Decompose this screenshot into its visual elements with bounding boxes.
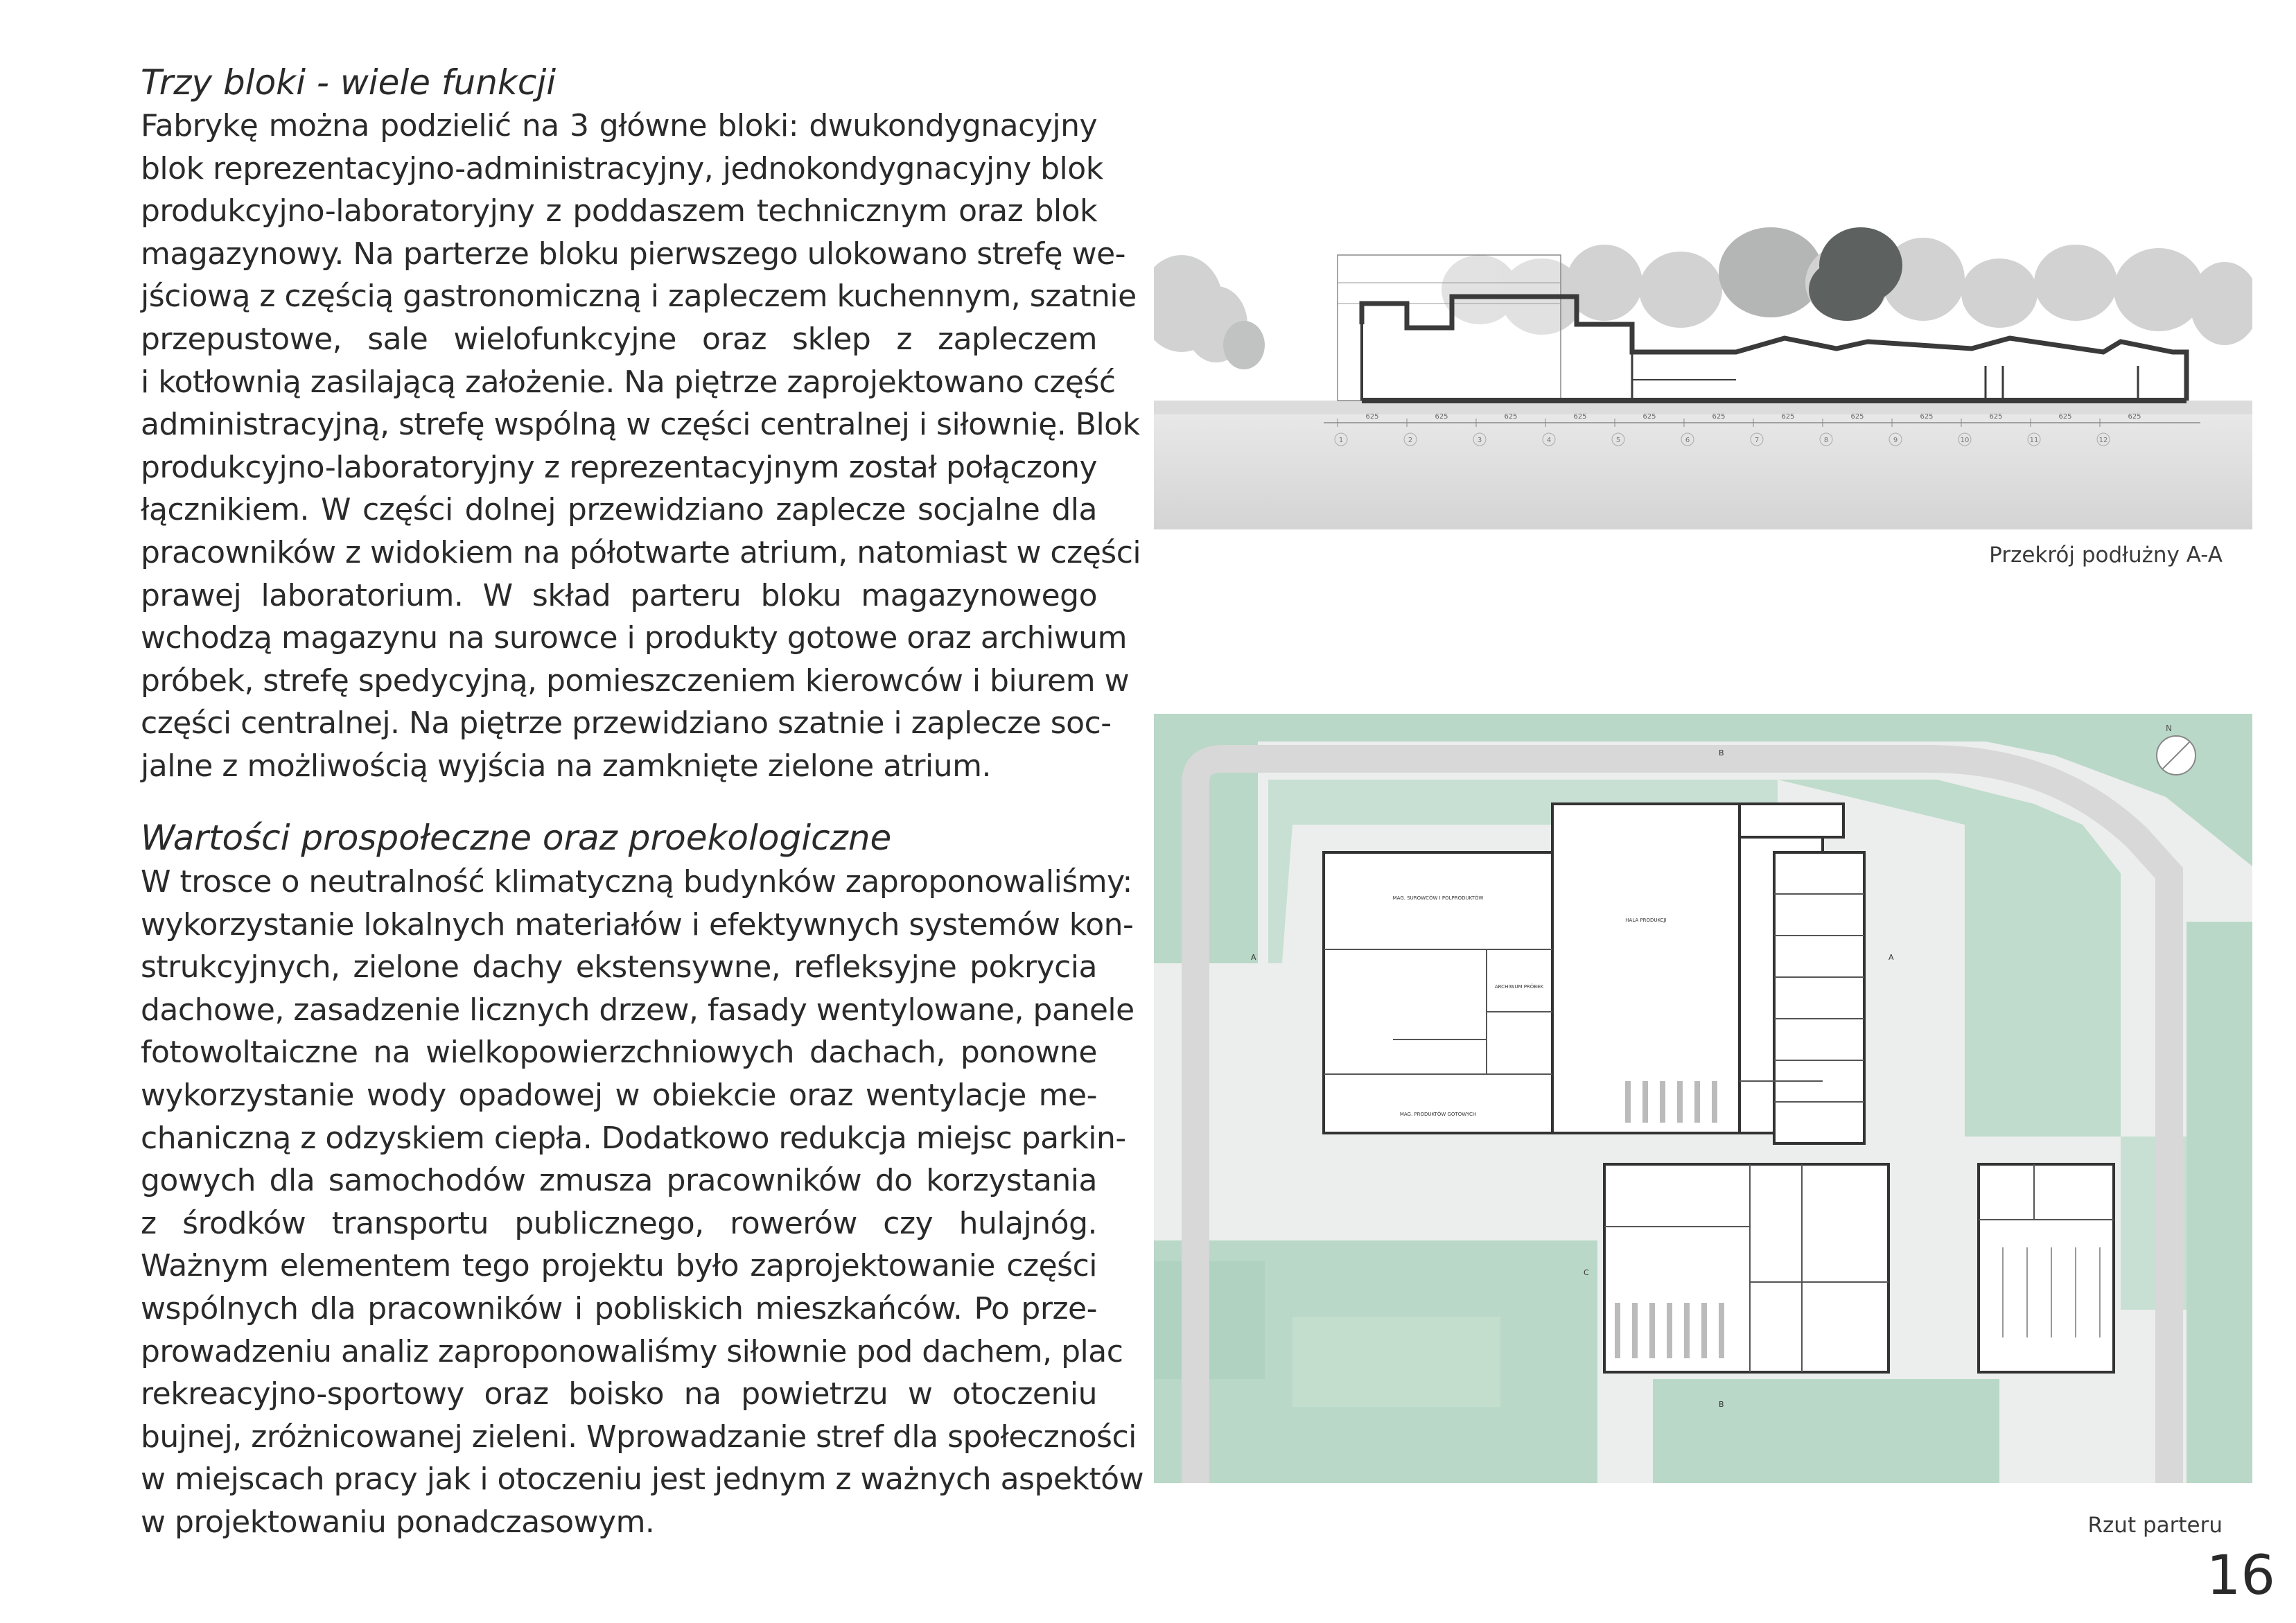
dimension-label: 625 [1642, 413, 1656, 421]
text-line: fotowoltaiczne na wielkopowierzchniowych dachach, ponowne [141, 1035, 1097, 1071]
text-line: z środków transportu publicznego, rowerów czy hulajnóg. [141, 1205, 1097, 1241]
room-label-finished-goods: MAG. PRODUKTÓW GOTOWYCH [1399, 1112, 1477, 1117]
plan-svg [1154, 714, 2252, 1483]
text-line: produkcyjno-laboratoryjny z reprezentacyjnym został połączony [141, 449, 1097, 485]
text-line: pracowników z widokiem na półotwarte atrium, natomiast w części [141, 534, 1141, 570]
text-line: rekreacyjno-sportowy oraz boisko na powietrzu w otoczeniu [141, 1376, 1097, 1412]
text-line: administracyjną, strefę wspólną w części centralnej i siłownię. Blok [141, 407, 1140, 443]
section-caption: Przekrój podłużny A-A [1989, 543, 2223, 568]
axis-label: 8 [1823, 437, 1829, 444]
room-label-raw-materials: MAG. SUROWCÓW I POLPRODUKTÓW [1392, 895, 1484, 901]
page-number: 16 [2206, 1545, 2275, 1607]
axis-label: 11 [2029, 437, 2039, 444]
plan-caption: Rzut parteru [2087, 1513, 2223, 1538]
social-block [1604, 1164, 1888, 1372]
text-line: w projektowaniu ponadczasowym. [141, 1504, 655, 1540]
text-line: prawej laboratorium. W skład parteru bloku magazynowego [141, 577, 1097, 613]
room-label-archive: ARCHIWUM PRÓBEK [1494, 984, 1544, 990]
section-drawing [1154, 200, 2252, 529]
room-label-production: HALA PRODUKCJI [1625, 918, 1667, 923]
warehouse-block [1324, 852, 1552, 1133]
dark-tree [1809, 227, 1902, 321]
labs-strip [1774, 852, 1864, 1143]
dimension-label: 625 [1850, 413, 1864, 421]
axis-label: 4 [1546, 437, 1552, 444]
text-line: wykorzystanie wody opadowej w obiekcie oraz wentylacje me- [141, 1077, 1097, 1113]
marker-a-left: A [1251, 953, 1256, 962]
axis-label: 1 [1338, 437, 1344, 444]
marker-a-right: A [1888, 953, 1894, 962]
text-line: przepustowe, sale wielofunkcyjne oraz sklep z zapleczem [141, 321, 1097, 357]
north-label: N [2166, 723, 2172, 733]
dimension-label: 625 [1365, 413, 1379, 421]
marker-c: C [1584, 1268, 1589, 1277]
text-line: prowadzeniu analiz zaproponowaliśmy siłownie pod dachem, plac [141, 1333, 1123, 1369]
text-line: jściową z częścią gastronomiczną i zapleczem kuchennym, szatnie [141, 279, 1137, 315]
text-line: w miejscach pracy jak i otoczeniu jest jednym z ważnych aspektów [141, 1462, 1144, 1498]
dimension-label: 625 [1504, 413, 1518, 421]
axis-label: 9 [1893, 437, 1898, 444]
dimension-label: 625 [2058, 413, 2072, 421]
text-line: wspólnych dla pracowników i pobliskich mieszkańców. Po prze- [141, 1290, 1097, 1326]
axis-label: 12 [2098, 437, 2108, 444]
dimension-label: 625 [1712, 413, 1726, 421]
axis-label: 10 [1960, 437, 1970, 444]
gym-block [1979, 1164, 2114, 1372]
section-title-blocks: Trzy bloki - wiele funkcji [141, 62, 557, 103]
text-line: części centralnej. Na piętrze przewidziano szatnie i zaplecze soc- [141, 705, 1112, 742]
section-title-values: Wartości prospołeczne oraz proekologiczne [141, 818, 892, 858]
text-line: łącznikiem. W części dolnej przewidziano zaplecze socjalne dla [141, 492, 1097, 528]
marker-b-bottom: B [1719, 1400, 1724, 1409]
text-line: bujnej, zróżnicowanej zieleni. Wprowadzanie stref dla społeczności [141, 1419, 1137, 1455]
section-svg [1154, 200, 2252, 529]
text-line: W trosce o neutralność klimatyczną budynków zaproponowaliśmy: [141, 864, 1132, 900]
axis-label: 2 [1408, 437, 1413, 444]
text-line: wykorzystanie lokalnych materiałów i efektywnych systemów kon- [141, 906, 1134, 942]
axis-label: 3 [1477, 437, 1482, 444]
paragraph-blocks [141, 105, 1141, 788]
text-line: blok reprezentacyjno-administracyjny, jednokondygnacyjny blok [141, 150, 1103, 186]
dimension-label: 625 [1435, 413, 1448, 421]
axis-label: 7 [1754, 437, 1760, 444]
text-line: i kotłownią zasilającą założenie. Na piętrze zaprojektowano część [141, 364, 1116, 400]
text-line: chaniczną z odzyskiem ciepła. Dodatkowo redukcja miejsc parkin- [141, 1120, 1126, 1156]
dimension-label: 625 [1781, 413, 1795, 421]
dimension-label: 625 [2128, 413, 2141, 421]
axis-label: 5 [1615, 437, 1621, 444]
text-line: wchodzą magazynu na surowce i produkty gotowe oraz archiwum [141, 620, 1127, 656]
text-line: magazynowy. Na parterze bloku pierwszego ulokowano strefę we- [141, 236, 1126, 272]
floor-plan [1154, 714, 2252, 1483]
axis-label: 6 [1685, 437, 1690, 444]
dimension-label: 625 [1920, 413, 1934, 421]
marker-b-top: B [1719, 748, 1724, 757]
dimension-label: 625 [1989, 413, 2003, 421]
text-line: próbek, strefę spedycyjną, pomieszczeniem kierowców i biurem w [141, 663, 1130, 699]
dimension-label: 625 [1573, 413, 1587, 421]
text-line: gowych dla samochodów zmusza pracowników do korzystania [141, 1163, 1097, 1199]
text-line: produkcyjno-laboratoryjny z poddaszem technicznym oraz blok [141, 193, 1097, 229]
text-line: Ważnym elementem tego projektu było zaprojektowanie części [141, 1248, 1097, 1284]
text-line: jalne z możliwością wyjścia na zamknięte zielone atrium. [141, 748, 991, 784]
text-line: Fabrykę można podzielić na 3 główne bloki: dwukondygnacyjny [141, 108, 1097, 143]
text-line: strukcyjnych, zielone dachy ekstensywne, refleksyjne pokrycia [141, 949, 1097, 985]
paragraph-values [141, 861, 1144, 1544]
text-line: dachowe, zasadzenie licznych drzew, fasady wentylowane, panele [141, 992, 1134, 1028]
